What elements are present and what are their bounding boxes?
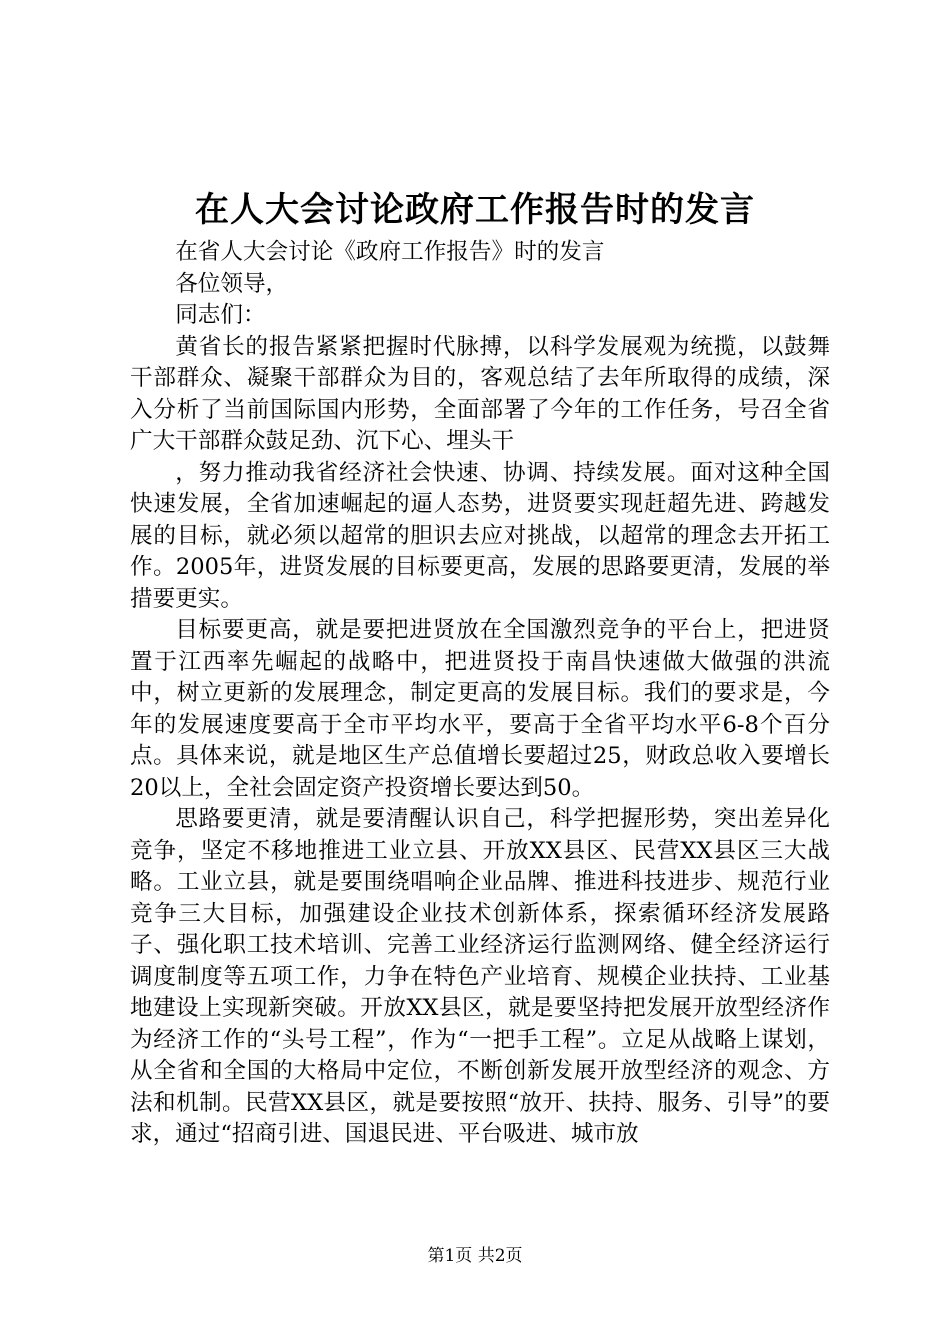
paragraph-subtitle: 在省人大会讨论《政府工作报告》时的发言 [175, 239, 605, 265]
paragraph-clearer-strategy: 思路要更清，就是要清醒认识自己，科学把握形势，突出差异化竞争，坚定不移地推进工业立县、开放XX县区、民营XX县区三大战略。工业立县，就是要围绕唱响企业品牌、推进科技进步、规范行业竞争三大目标，加强建设企业技术创新体系，探索循环经济发展路子、强化职工技术培训、完善工业经济运行监测网络、健全经济运行调度制度等五项工作，力争在特色产业培育、规模企业扶持、工业基地建设上实现新突破。开放XX县区，就是要坚持把发展开放型经济作为经济工作的“头号工程”，作为“一把手工程”。立足从战略上谋划，从全省和全国的大格局中定位，不断创新发展开放型经济的观念、方法和机制。民营XX县区，就是要按照“放开、扶持、服务、引导”的要求，通过“招商引进、国退民进、平台吸进、城市放 [130, 806, 830, 1147]
paragraph-report-summary: 黄省长的报告紧紧把握时代脉搏，以科学发展观为统揽，以鼓舞干部群众、凝聚干部群众为目的，客观总结了去年所取得的成绩，深入分析了当前国际国内形势，全面部署了今年的工作任务，号召全省广大干部群众鼓足劲、沉下心、埋头干 [130, 333, 830, 454]
paragraph-higher-targets: 目标要更高，就是要把进贤放在全国激烈竞争的平台上，把进贤置于江西率先崛起的战略中，把进贤投于南昌快速做大做强的洪流中，树立更新的发展理念，制定更高的发展目标。我们的要求是，今年的发展速度要高于全市平均水平，要高于全省平均水平6-8个百分点。具体来说，就是地区生产总值增长要超过25，财政总收入要增长20以上，全社会固定资产投资增长要达到50。 [130, 617, 830, 801]
document-title: 在人大会讨论政府工作报告时的发言 [195, 190, 755, 230]
document-body [130, 237, 830, 1151]
paragraph-development-goals: ，努力推动我省经济社会快速、协调、持续发展。面对这种全国快速发展，全省加速崛起的逼人态势，进贤要实现赶超先进、跨越发展的目标，就必须以超常的胆识去应对挑战，以超常的理念去开拓工作。2005年，进贤发展的目标要更高，发展的思路要更清，发展的举措要更实。 [130, 459, 830, 612]
paragraph-salutation-leaders: 各位领导， [175, 270, 289, 297]
paragraph-salutation-comrades: 同志们： [175, 302, 266, 328]
page-number-footer: 第1页 共2页 [427, 1246, 523, 1266]
